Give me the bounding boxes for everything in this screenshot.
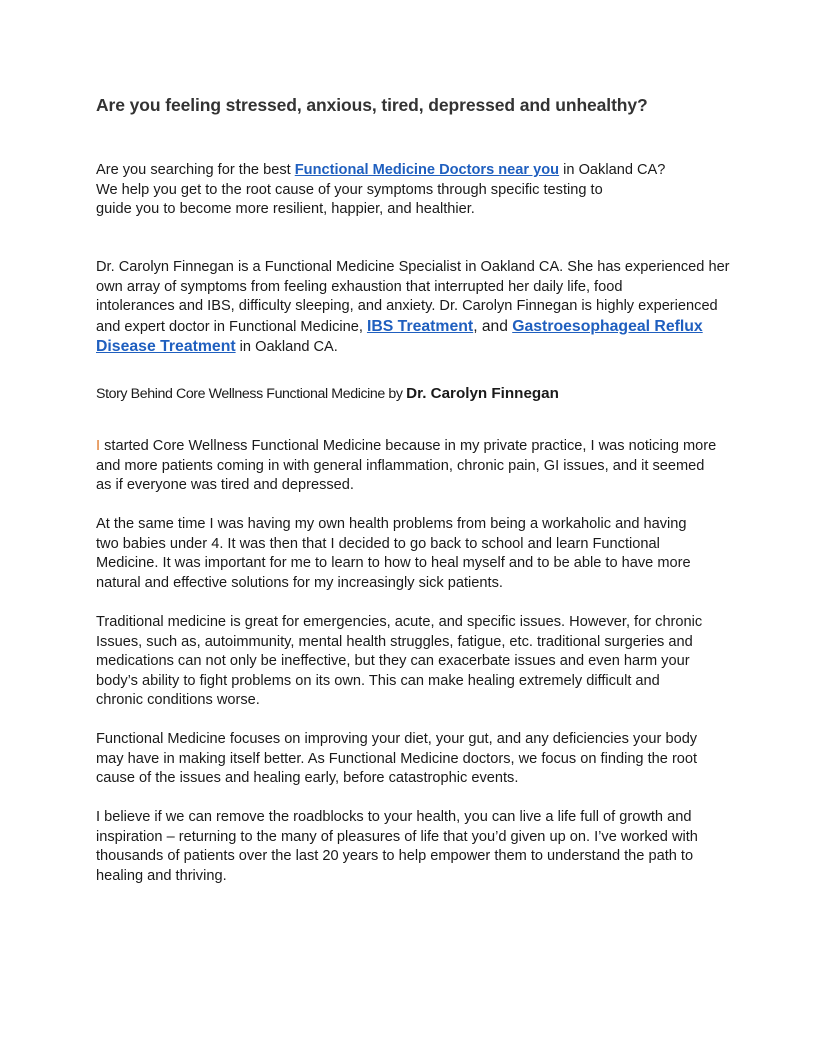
page-heading: Are you feeling stressed, anxious, tired, depressed and unhealthy? bbox=[96, 95, 648, 115]
p1-line-2: and more patients coming in with general inflammation, chronic pain, GI issues, and it seemed bbox=[96, 457, 705, 474]
bio-text: , and bbox=[473, 317, 513, 335]
p1-text: started Core Wellness Functional Medicine because in my private practice, I was noticing more bbox=[100, 438, 717, 454]
p3-line-4: body’s ability to fight problems on its own. This can make healing extremely difficult and bbox=[96, 672, 660, 689]
p3-line-3: medications can not only be ineffective, but they can exacerbate issues and even harm your bbox=[96, 653, 690, 670]
p1-line-1 bbox=[96, 437, 722, 457]
story-paragraph-2 bbox=[96, 515, 722, 593]
bio-paragraph bbox=[96, 258, 730, 358]
bio-text: in Oakland CA. bbox=[235, 339, 338, 356]
p5-line-3: thousands of patients over the last 20 years to help empower them to understand the path to bbox=[96, 848, 694, 865]
p3-line-1: Traditional medicine is great for emergencies, acute, and specific issues. However, for chronic bbox=[96, 614, 703, 630]
bio-line-5 bbox=[96, 337, 722, 358]
p4-line-1: Functional Medicine focuses on improving your diet, your gut, and any deficiencies your body bbox=[96, 731, 698, 747]
p2-line-2: two babies under 4. It was then that I decided to go back to school and learn Functional bbox=[96, 535, 660, 552]
p5-line-4: healing and thriving. bbox=[96, 867, 227, 884]
intro-line-1 bbox=[96, 161, 722, 181]
p2-line-3: Medicine. It was important for me to learn to how to heal myself and to be able to have more bbox=[96, 555, 691, 572]
story-paragraph-1 bbox=[96, 437, 722, 496]
p4-line-3: cause of the issues and healing early, before catastrophic events. bbox=[96, 770, 519, 787]
p4-line-2: may have in making itself better. As Functional Medicine doctors, we focus on finding the root bbox=[96, 750, 698, 767]
ibs-treatment-link[interactable]: IBS Treatment bbox=[366, 317, 474, 335]
story-paragraph-5 bbox=[96, 808, 722, 886]
p5-line-1: I believe if we can remove the roadblocks to your health, you can live a life full of growth and bbox=[96, 809, 692, 825]
story-title: Story Behind Core Wellness Functional Medicine by bbox=[96, 386, 407, 402]
gerd-treatment-link[interactable]: Gastroesophageal Reflux bbox=[512, 317, 703, 335]
story-heading bbox=[96, 385, 559, 402]
bio-line-3: intolerances and IBS, difficulty sleeping, and anxiety. Dr. Carolyn Finnegan is highly experienced bbox=[96, 298, 718, 315]
p3-line-5: chronic conditions worse. bbox=[96, 692, 260, 709]
bio-line-2: own array of symptoms from feeling exhaustion that interrupted her daily life, food bbox=[96, 278, 623, 295]
gerd-treatment-link-cont[interactable]: Disease Treatment bbox=[96, 338, 236, 356]
bio-text: and expert doctor in Functional Medicine, bbox=[96, 318, 367, 335]
story-paragraph-3 bbox=[96, 613, 722, 711]
bio-line-4 bbox=[96, 317, 722, 338]
intro-line-3: guide you to become more resilient, happier, and healthier. bbox=[96, 201, 475, 218]
p3-line-2: Issues, such as, autoimmunity, mental health struggles, fatigue, etc. traditional surgeries and bbox=[96, 633, 693, 650]
p2-line-1: At the same time I was having my own health problems from being a workaholic and having bbox=[96, 516, 687, 532]
functional-medicine-doctors-link[interactable]: Functional Medicine Doctors near you bbox=[294, 162, 560, 178]
p2-line-4: natural and effective solutions for my increasingly sick patients. bbox=[96, 574, 503, 591]
intro-line-2: We help you get to the root cause of your symptoms through specific testing to bbox=[96, 181, 603, 198]
story-paragraph-4 bbox=[96, 730, 722, 789]
p5-line-2: inspiration – returning to the many of pleasures of life that you’d given up on. I’ve worked with bbox=[96, 828, 698, 845]
p1-line-3: as if everyone was tired and depressed. bbox=[96, 477, 354, 494]
bio-line-1: Dr. Carolyn Finnegan is a Functional Medicine Specialist in Oakland CA. She has experienced her bbox=[96, 259, 730, 275]
intro-paragraph bbox=[96, 161, 722, 220]
intro-text: in Oakland CA? bbox=[559, 162, 666, 178]
drop-cap: I bbox=[96, 438, 101, 454]
story-author: Dr. Carolyn Finnegan bbox=[406, 385, 559, 402]
intro-text: Are you searching for the best bbox=[96, 162, 295, 178]
